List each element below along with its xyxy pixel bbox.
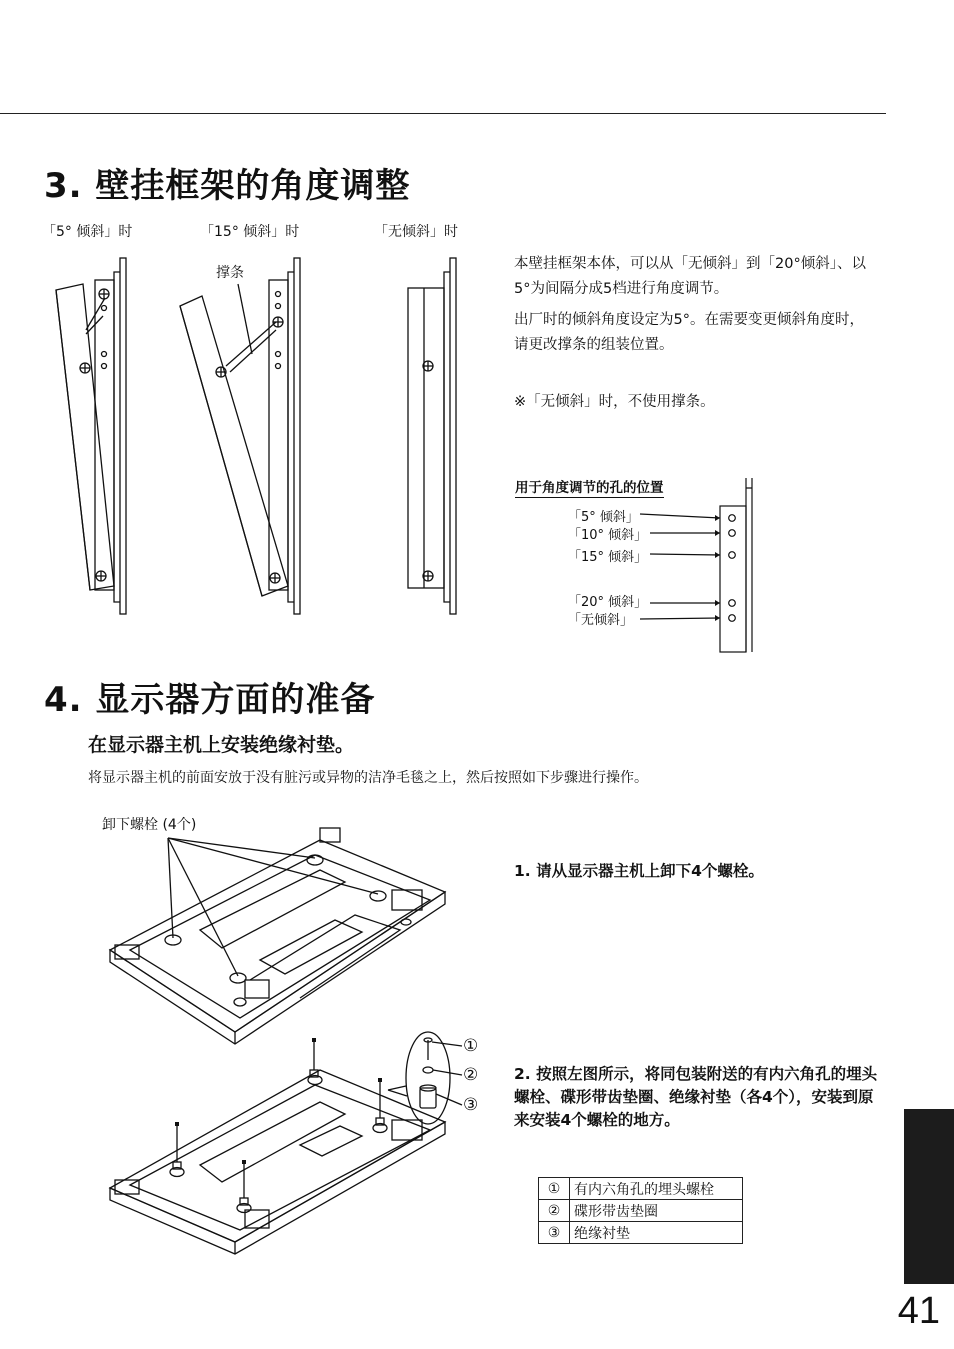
parts-row bbox=[539, 1222, 743, 1244]
section-4-subtitle: 在显示器主机上安装绝缘衬垫。 bbox=[88, 734, 355, 756]
chapter-tab bbox=[904, 1109, 954, 1284]
callout-3: ③ bbox=[463, 1095, 479, 1115]
factory-setting-description: 出厂时的倾斜角度设定为5°。在需要变更倾斜角度时，请更改撑条的组装位置。 bbox=[514, 312, 864, 353]
part-number: ① bbox=[539, 1178, 570, 1200]
part-name: 绝缘衬垫 bbox=[570, 1222, 743, 1244]
part-number: ② bbox=[539, 1200, 570, 1222]
header-rule bbox=[0, 113, 886, 114]
hole-label-no-tilt: 「无倾斜」 bbox=[568, 613, 634, 628]
hole-label-15: 「15° 倾斜」 bbox=[568, 550, 648, 565]
step-1: 1. 请从显示器主机上卸下4个螺栓。 bbox=[514, 862, 764, 880]
hole-label-5: 「5° 倾斜」 bbox=[568, 510, 639, 525]
section-4-title: 4. 显示器方面的准备 bbox=[44, 680, 376, 720]
callout-2: ② bbox=[463, 1065, 479, 1085]
strut-label: 撑条 bbox=[216, 265, 244, 281]
hole-label-20: 「20° 倾斜」 bbox=[568, 595, 648, 610]
parts-table bbox=[538, 1177, 743, 1244]
remove-bolts-label: 卸下螺栓 (4个) bbox=[102, 817, 197, 833]
figure-5-degree-tilt bbox=[40, 250, 140, 620]
parts-row bbox=[539, 1178, 743, 1200]
figure-remove-bolts bbox=[100, 820, 460, 1040]
caption-15-degree: 「15° 倾斜」时 bbox=[200, 224, 300, 240]
caption-no-tilt: 「无倾斜」时 bbox=[374, 224, 458, 240]
hole-positions-diagram bbox=[640, 478, 760, 656]
parts-row bbox=[539, 1200, 743, 1222]
figure-install-spacers bbox=[100, 1030, 500, 1260]
hole-positions-title: 用于角度调节的孔的位置 bbox=[515, 476, 664, 498]
step-2: 2. 按照左图所示，将同包装附送的有内六角孔的埋头螺栓、碟形带齿垫圈、绝缘衬垫（各4个），安装到原来安装4个螺栓的地方。 bbox=[514, 1065, 878, 1129]
caption-5-degree: 「5° 倾斜」时 bbox=[42, 224, 133, 240]
part-number: ③ bbox=[539, 1222, 570, 1244]
hole-label-10: 「10° 倾斜」 bbox=[568, 528, 648, 543]
no-tilt-note: ※「无倾斜」时，不使用撑条。 bbox=[514, 394, 715, 410]
callout-1: ① bbox=[463, 1036, 479, 1056]
section-3-title: 3. 壁挂框架的角度调整 bbox=[44, 166, 411, 206]
angle-description: 本壁挂框架本体，可以从「无倾斜」到「20°倾斜」、以5°为间隔分成5档进行角度调节。 bbox=[514, 256, 866, 297]
part-name: 有内六角孔的埋头螺栓 bbox=[570, 1178, 743, 1200]
section-4-intro: 将显示器主机的前面安放于没有脏污或异物的洁净毛毯之上，然后按照如下步骤进行操作。 bbox=[88, 770, 648, 786]
figure-no-tilt bbox=[400, 250, 470, 620]
figure-15-degree-tilt bbox=[178, 250, 308, 620]
page-number: 41 bbox=[897, 1290, 940, 1332]
part-name: 碟形带齿垫圈 bbox=[570, 1200, 743, 1222]
